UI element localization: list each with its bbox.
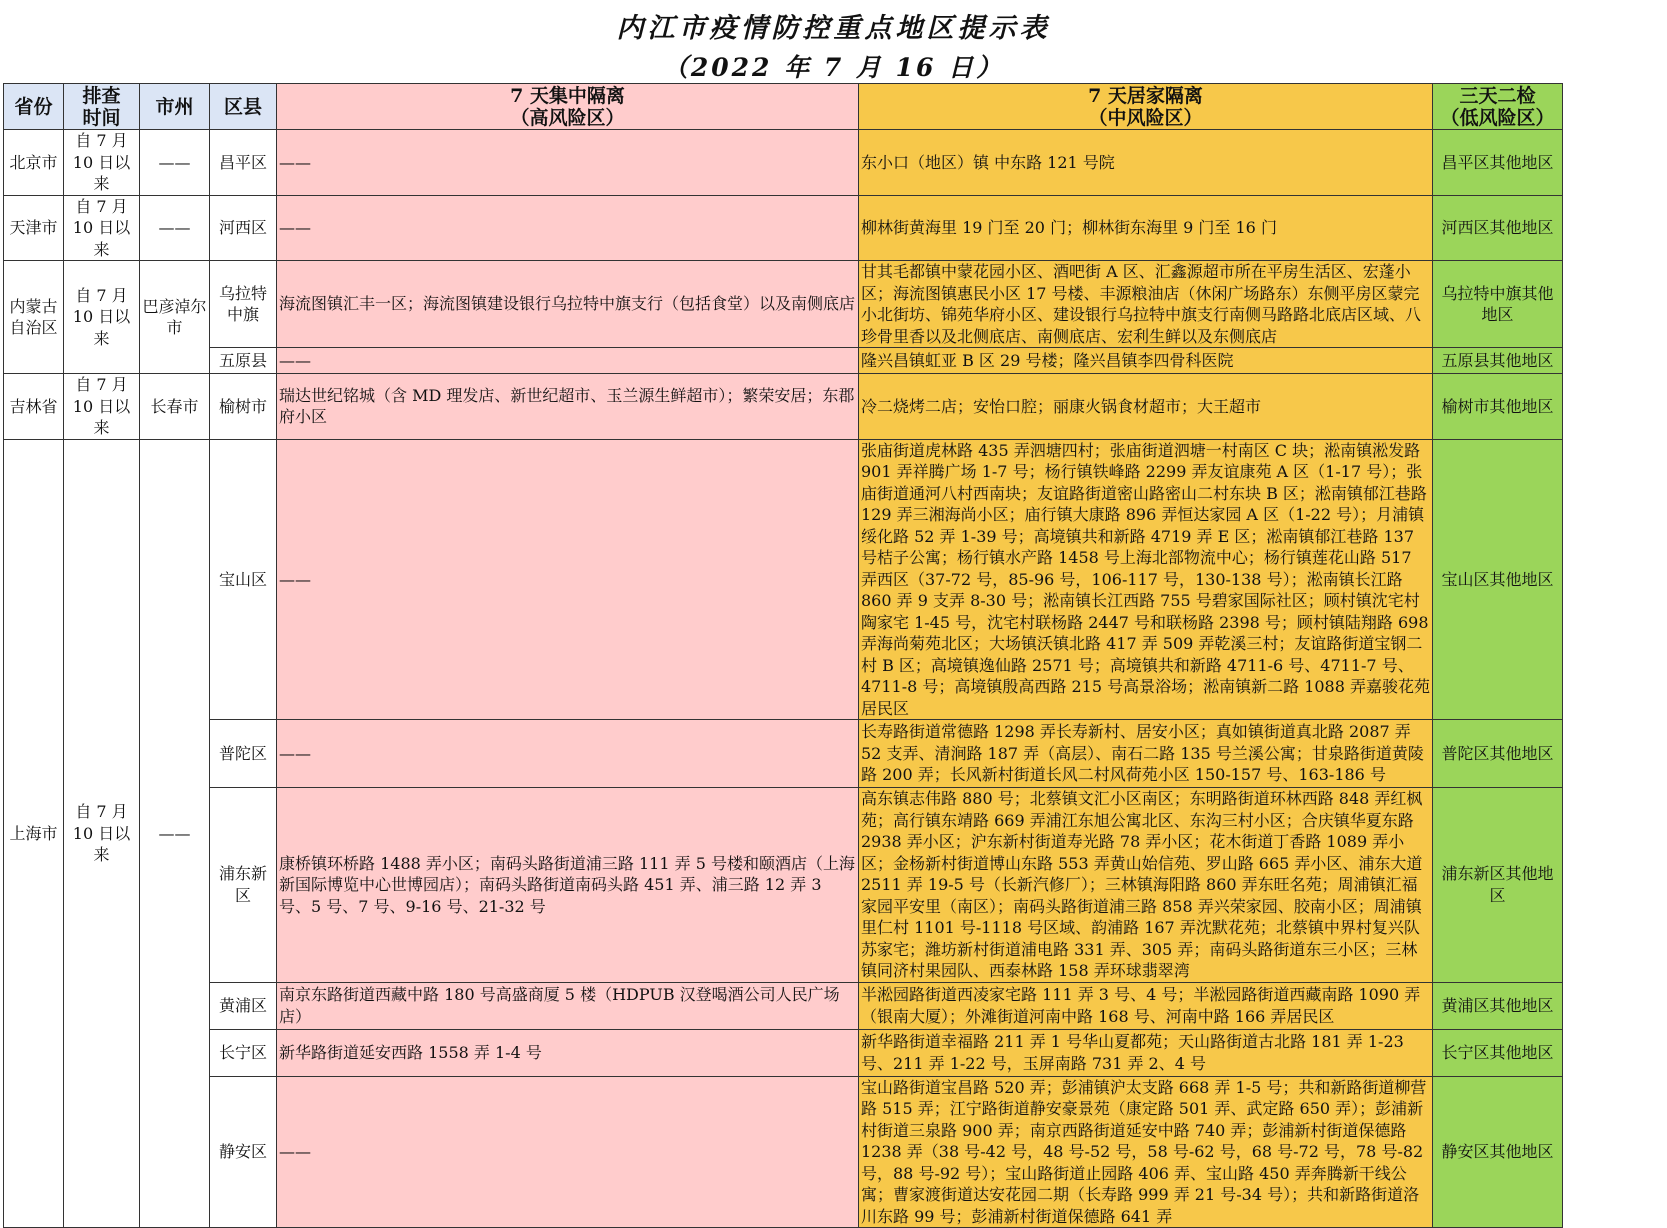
table-row (4, 348, 1563, 374)
high-risk-cell: 康桥镇环桥路 1488 弄小区；南码头路街道浦三路 111 弄 5 号楼和颐酒店（上海新国际博览中心世博园店）；南码头路街道南码头路 451 弄、浦三路 12 弄 3 号、5 号、7 号、9-16 号、21-32 号 (277, 788, 859, 983)
time-cell: 自 7 月 10 日以来 (64, 130, 140, 196)
county-cell: 黄浦区 (210, 982, 277, 1029)
low-risk-cell: 河西区其他地区 (1433, 195, 1563, 261)
time-cell: 自 7 月 10 日以来 (64, 261, 140, 374)
county-cell: 静安区 (210, 1076, 277, 1228)
low-risk-cell: 静安区其他地区 (1433, 1076, 1563, 1228)
high-risk-cell: 新华路街道延安西路 1558 弄 1-4 号 (277, 1029, 859, 1076)
mid-risk-cell: 长寿路街道常德路 1298 弄长寿新村、居安小区；真如镇街道真北路 2087 弄 52 支弄、清涧路 187 弄（高层）、南石二路 135 号兰溪公寓；甘泉路街道黄陵路 200 弄；长风新村街道长风二村风荷苑小区 150-157 号、163-186 号 (859, 720, 1433, 788)
high-risk-cell: —— (277, 195, 859, 261)
time-cell: 自 7 月 10 日以来 (64, 195, 140, 261)
time-cell: 自 7 月 10 日以来 (64, 374, 140, 440)
county-cell: 浦东新区 (210, 788, 277, 983)
table-row (4, 374, 1563, 440)
mid-risk-cell: 冷二烧烤二店；安怡口腔；丽康火锅食材超市；大王超市 (859, 374, 1433, 440)
risk-area-table (3, 83, 1563, 1228)
county-cell: 普陀区 (210, 720, 277, 788)
col-header-high-risk: 7 天集中隔离 （高风险区） (277, 84, 859, 130)
table-row (4, 982, 1563, 1029)
province-cell: 内蒙古自治区 (4, 261, 64, 374)
county-cell: 五原县 (210, 348, 277, 374)
low-risk-cell: 宝山区其他地区 (1433, 439, 1563, 720)
high-risk-cell: —— (277, 130, 859, 196)
mid-risk-cell: 高东镇志伟路 880 号；北蔡镇文汇小区南区；东明路街道环林西路 848 弄红枫苑；高行镇东靖路 669 弄浦江东旭公寓北区、东沟三村小区；合庆镇华夏东路 2938 弄小区；沪东新村街道寿光路 78 弄小区；花木街道丁香路 1089 弄小区；金杨新村街道博山东路 553 弄黄山始信苑、罗山路 665 弄小区、浦东大道 2511 弄 19-5 号（长新汽修厂）；三林镇海阳路 860 弄东旺名苑；周浦镇汇福家园平安里（南区）；南码头路街道浦三路 858 弄兴荣家园、胶南小区；周浦镇里仁村 1101 号-1118 号区域、韵浦路 167 弄沈默花苑；北蔡镇中界村复兴队苏家宅；潍坊新村街道浦电路 331 弄、305 弄；南码头路街道东三小区；三林镇同济村果园队、西泰林路 158 弄环球翡翠湾 (859, 788, 1433, 983)
table-row (4, 439, 1563, 720)
county-cell: 宝山区 (210, 439, 277, 720)
mid-risk-cell: 柳林街黄海里 19 门至 20 门；柳林街东海里 9 门至 16 门 (859, 195, 1433, 261)
county-cell: 河西区 (210, 195, 277, 261)
low-risk-cell: 乌拉特中旗其他地区 (1433, 261, 1563, 348)
col-header-check-time: 排查 时间 (64, 84, 140, 130)
table-row (4, 1029, 1563, 1076)
page-date: （2022 年 7 月 16 日） (662, 53, 1005, 82)
city-cell: 长春市 (140, 374, 210, 440)
low-risk-cell: 浦东新区其他地区 (1433, 788, 1563, 983)
high-risk-cell: 南京东路街道西藏中路 180 号高盛商厦 5 楼（HDPUB 汉登喝酒公司人民广场店） (277, 982, 859, 1029)
city-cell: —— (140, 439, 210, 1228)
county-cell: 乌拉特中旗 (210, 261, 277, 348)
mid-risk-cell: 宝山路街道宝昌路 520 弄；彭浦镇沪太支路 668 弄 1-5 号；共和新路街道柳营路 515 弄；江宁路街道静安豪景苑（康定路 501 弄、武定路 650 弄）；彭浦新村街道三泉路 900 弄；南京西路街道延安中路 740 弄；彭浦新村街道保德路 1238 弄（38 号-42 号，48 号-52 号，58 号-62 号，68 号-72 号，78 号-82 号，88 号-92 号）；宝山路街道止园路 406 弄、宝山路 450 弄奔腾新干线公寓；曹家渡街道达安花园二期（长寿路 999 弄 21 号-34 号）；共和新路街道洛川东路 99 号；彭浦新村街道保德路 641 弄 (859, 1076, 1433, 1228)
high-risk-cell: —— (277, 1076, 859, 1228)
high-risk-cell: —— (277, 348, 859, 374)
high-risk-cell: 瑞达世纪铭城（含 MD 理发店、新世纪超市、玉兰源生鲜超市）；繁荣安居；东郡府小区 (277, 374, 859, 440)
table-row (4, 130, 1563, 196)
table-row (4, 788, 1563, 983)
high-risk-cell: —— (277, 439, 859, 720)
high-risk-cell: —— (277, 720, 859, 788)
city-cell: —— (140, 130, 210, 196)
county-cell: 榆树市 (210, 374, 277, 440)
mid-risk-cell: 半淞园路街道西凌家宅路 111 弄 3 号、4 号；半淞园路街道西藏南路 1090 弄（银南大厦）；外滩街道河南中路 168 号、河南中路 166 弄居民区 (859, 982, 1433, 1029)
col-header-province: 省份 (4, 84, 64, 130)
low-risk-cell: 榆树市其他地区 (1433, 374, 1563, 440)
mid-risk-cell: 隆兴昌镇虹亚 B 区 29 号楼；隆兴昌镇李四骨科医院 (859, 348, 1433, 374)
province-cell: 上海市 (4, 439, 64, 1228)
low-risk-cell: 黄浦区其他地区 (1433, 982, 1563, 1029)
col-header-county: 区县 (210, 84, 277, 130)
mid-risk-cell: 新华路街道幸福路 211 弄 1 号华山夏都苑；天山路街道古北路 181 弄 1-23 号、211 弄 1-22 号，玉屏南路 731 弄 2、4 号 (859, 1029, 1433, 1076)
high-risk-cell: 海流图镇汇丰一区；海流图镇建设银行乌拉特中旗支行（包括食堂）以及南侧底店 (277, 261, 859, 348)
col-header-city: 市州 (140, 84, 210, 130)
table-row (4, 195, 1563, 261)
table-row (4, 720, 1563, 788)
low-risk-cell: 昌平区其他地区 (1433, 130, 1563, 196)
province-cell: 吉林省 (4, 374, 64, 440)
header-row (4, 84, 1563, 130)
city-cell: 巴彦淖尔市 (140, 261, 210, 374)
page-title: 内江市疫情防控重点地区提示表 (616, 13, 1051, 44)
county-cell: 昌平区 (210, 130, 277, 196)
province-cell: 天津市 (4, 195, 64, 261)
low-risk-cell: 普陀区其他地区 (1433, 720, 1563, 788)
low-risk-cell: 长宁区其他地区 (1433, 1029, 1563, 1076)
low-risk-cell: 五原县其他地区 (1433, 348, 1563, 374)
mid-risk-cell: 东小口（地区）镇 中东路 121 号院 (859, 130, 1433, 196)
mid-risk-cell: 甘其毛都镇中蒙花园小区、酒吧街 A 区、汇鑫源超市所在平房生活区、宏蓬小区；海流图镇惠民小区 17 号楼、丰源粮油店（休闲广场路东）东侧平房区蒙完小北街坊、锦苑华府小区、建设银行乌拉特中旗支行南侧马路路北底店区域、八珍骨里香以及北侧底店、南侧底店、宏利生鲜以及东侧底店 (859, 261, 1433, 348)
col-header-mid-risk: 7 天居家隔离 （中风险区） (859, 84, 1433, 130)
city-cell: —— (140, 195, 210, 261)
mid-risk-cell: 张庙街道虎林路 435 弄泗塘四村；张庙街道泗塘一村南区 C 块；淞南镇淞发路 901 弄祥腾广场 1-7 号；杨行镇铁峰路 2299 弄友谊康苑 A 区（1-17 号）；张庙街道通河八村西南块；友谊路街道密山路密山二村东块 B 区；淞南镇郁江巷路 129 弄三湘海尚小区；庙行镇大康路 896 弄恒达家园 A 区（1-22 号）；月浦镇绥化路 52 弄 1-39 号；高境镇共和新路 4719 弄 E 区；淞南镇郁江巷路 137 号桔子公寓；杨行镇水产路 1458 号上海北部物流中心；杨行镇莲花山路 517 弄西区（37-72 号，85-96 号，106-117 号，130-138 号）；淞南镇长江路 860 弄 9 支弄 8-30 号；淞南镇长江西路 755 号碧家国际社区；顾村镇沈宅村陶家宅 1-45 号，沈宅村联杨路 2447 号和联杨路 2398 号；顾村镇陆翔路 698 弄海尚菊苑北区；大场镇沃镇北路 417 弄 509 弄乾溪三村；友谊路街道宝钢二村 B 区；高境镇逸仙路 2571 号；高境镇共和新路 4711-6 号、4711-7 号、4711-8 号；高境镇殷高西路 215 号高景浴场；淞南镇新二路 1088 弄嘉骏花苑居民区 (859, 439, 1433, 720)
province-cell: 北京市 (4, 130, 64, 196)
table-row (4, 1076, 1563, 1228)
time-cell: 自 7 月 10 日以来 (64, 439, 140, 1228)
county-cell: 长宁区 (210, 1029, 277, 1076)
col-header-low-risk: 三天二检 （低风险区） (1433, 84, 1563, 130)
table-row (4, 261, 1563, 348)
